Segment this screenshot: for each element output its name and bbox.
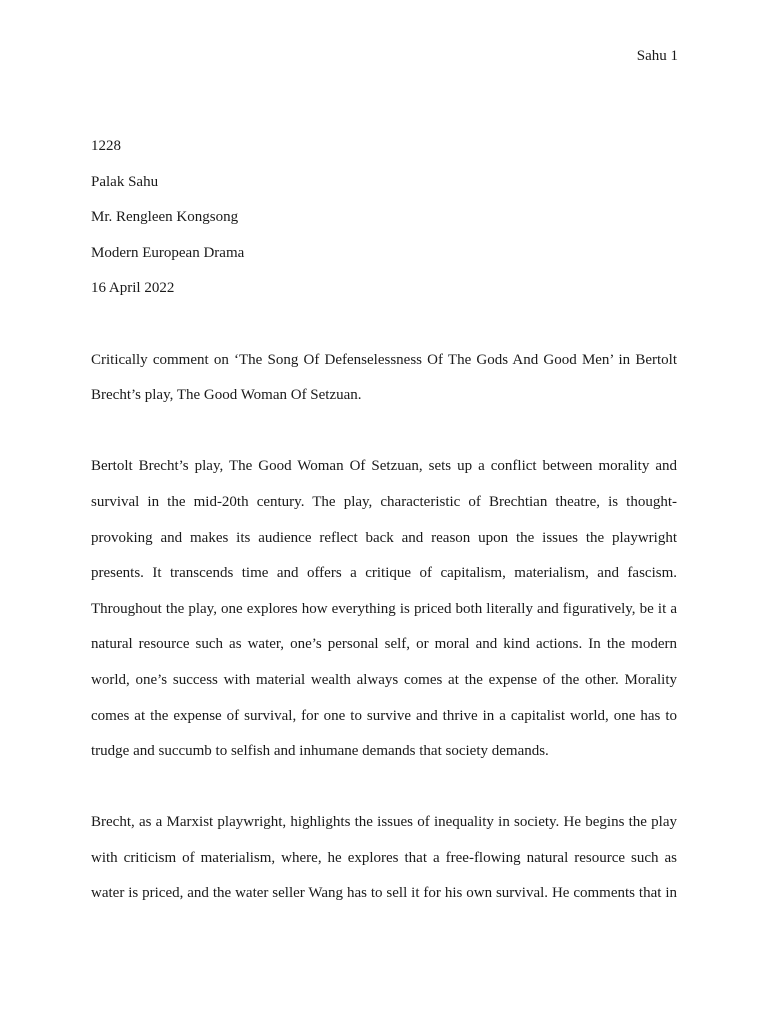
paragraph-line: world, one’s success with material wealth always comes at the expense of the other. Morality (91, 671, 677, 688)
prompt-line: Critically comment on ‘The Song Of Defenselessness Of The Gods And Good Men’ in Bertolt (91, 351, 677, 368)
paragraph-line: comes at the expense of survival, for one to survive and thrive in a capitalist world, one has to (91, 707, 677, 724)
blank-line (91, 770, 677, 806)
instructor-name: Mr. Rengleen Kongsong (91, 209, 239, 226)
paragraph-line: Bertolt Brecht’s play, The Good Woman Of Setzuan, sets up a conflict between morality and (91, 458, 677, 475)
paragraph-line: Throughout the play, one explores how everything is priced both literally and figuratively, be it a (91, 600, 677, 617)
paragraph-line: survival in the mid-20th century. The play, characteristic of Brechtian theatre, is thought- (91, 493, 677, 510)
course-name: Modern European Drama (91, 244, 245, 261)
author-name: Palak Sahu (91, 173, 159, 190)
paragraph-1 (91, 449, 677, 769)
paragraph-line: provoking and makes its audience reflect back and reason upon the issues the playwright (91, 529, 677, 546)
paragraph-line: natural resource such as water, one’s personal self, or moral and kind actions. In the modern (91, 636, 677, 653)
paragraph-2 (91, 805, 677, 912)
blank-line (91, 307, 677, 343)
paragraph-line: trudge and succumb to selfish and inhumane demands that society demands. (91, 743, 549, 760)
paragraph-line: Brecht, as a Marxist playwright, highlights the issues of inequality in society. He begins the play (91, 814, 677, 831)
paragraph-line: water is priced, and the water seller Wang has to sell it for his own survival. He comments that in (91, 885, 677, 902)
essay-prompt (91, 343, 677, 414)
paragraph-line: with criticism of materialism, where, he explores that a free-flowing natural resource such as (91, 849, 677, 866)
blank-line (91, 414, 677, 450)
prompt-line: Brecht’s play, The Good Woman Of Setzuan. (91, 387, 362, 404)
document-body (91, 129, 677, 912)
running-header-page-number: Sahu 1 (636, 48, 678, 64)
student-id: 1228 (91, 138, 121, 154)
paragraph-line: presents. It transcends time and offers a critique of capitalism, materialism, and fascism. (91, 565, 677, 582)
heading-block (91, 129, 677, 307)
document-date: 16 April 2022 (91, 280, 175, 297)
